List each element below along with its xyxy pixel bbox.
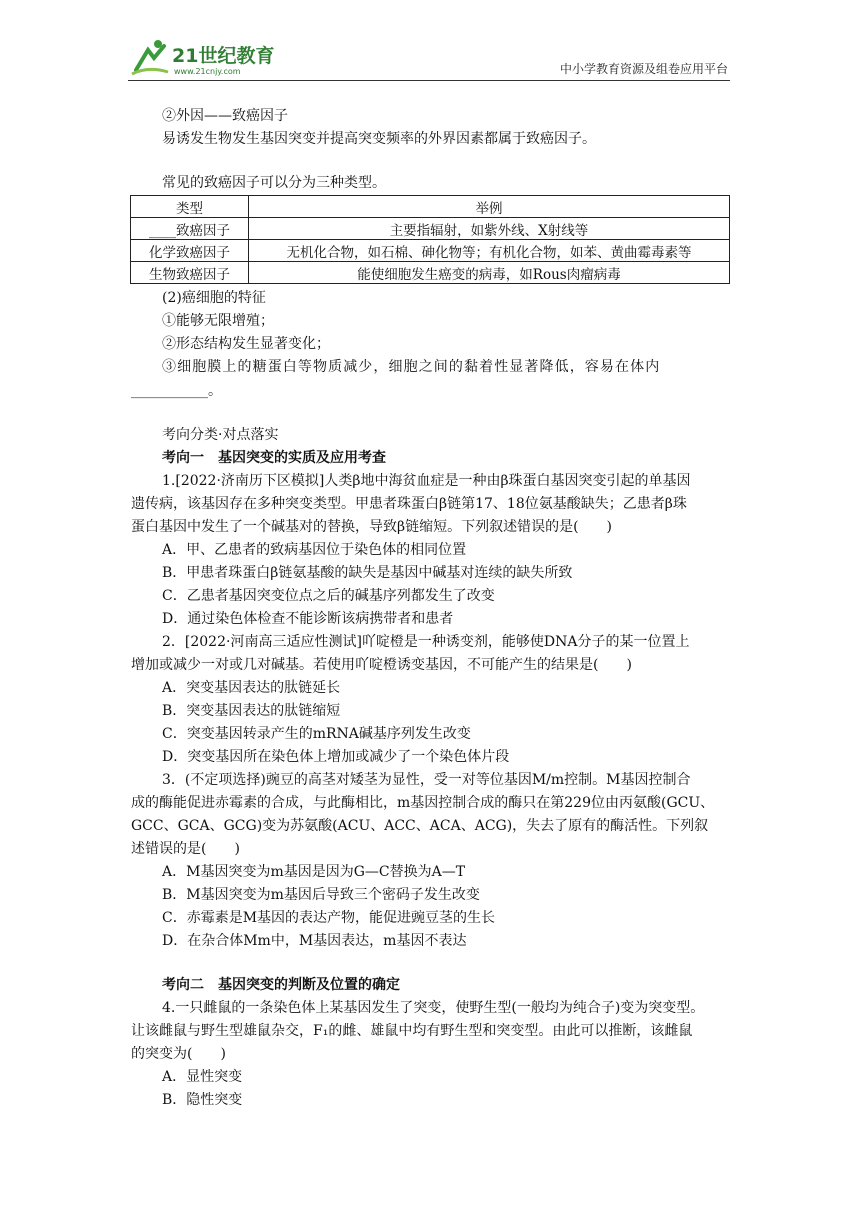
- table-cell: 生物致癌因子: [131, 262, 249, 284]
- option: D．突变基因所在染色体上增加或减少了一个染色体片段: [162, 749, 510, 765]
- question-line: 1.[2022·济南历下区模拟]人类β地中海贫血症是一种由β珠蛋白基因突变引起的单基因: [162, 473, 691, 489]
- option: A．甲、乙患者的致病基因位于染色体的相同位置: [162, 542, 467, 558]
- table-row: [131, 218, 730, 240]
- table-cell: 化学致癌因子: [131, 240, 249, 262]
- option: A．突变基因表达的肽链延长: [162, 680, 341, 696]
- feature-item: ②形态结构发生显著变化；: [162, 336, 330, 352]
- question-line: 让该雌鼠与野生型雄鼠杂交，F₁的雌、雄鼠中均有野生型和突变型。由此可以推断，该雌鼠: [131, 1023, 693, 1039]
- table-row: [131, 240, 730, 262]
- question-line: GCC、GCA、GCG)变为苏氨酸(ACU、ACC、ACA、ACG)，失去了原有的酶活性。下列叙: [131, 818, 709, 834]
- option: D．在杂合体Mm中，M基因表达，m基因不表达: [162, 933, 467, 949]
- direction-one-title: 考向一 基因突变的实质及应用考查: [162, 450, 386, 466]
- table-cell: ____致癌因子: [131, 218, 249, 240]
- option: C．赤霉素是M基因的表达产物，能促进豌豆茎的生长: [162, 910, 496, 926]
- option: B．M基因突变为m基因后导致三个密码子发生改变: [162, 887, 480, 903]
- option: D．通过染色体检查不能诊断该病携带者和患者: [162, 611, 454, 627]
- option: B．隐性突变: [162, 1092, 243, 1108]
- table-header: 举例: [249, 196, 730, 218]
- feature-item: ___________。: [131, 383, 222, 399]
- option: B．突变基因表达的肽链缩短: [162, 703, 341, 719]
- question-line: 3．(不定项选择)豌豆的高茎对矮茎为显性，受一对等位基因M/m控制。M基因控制合: [162, 772, 691, 788]
- feature-item: ③细胞膜上的糖蛋白等物质减少，细胞之间的黏着性显著降低，容易在体内: [162, 359, 661, 375]
- question-line: 蛋白基因中发生了一个碱基对的替换，导致β链缩短。下列叙述错误的是( ): [131, 519, 613, 535]
- question-line: 述错误的是( ): [131, 841, 240, 857]
- option: B．甲患者珠蛋白β链氨基酸的缺失是基因中碱基对连续的缺失所致: [162, 565, 573, 581]
- table-cell: 无机化合物，如石棉、砷化物等；有机化合物，如苯、黄曲霉毒素等: [249, 240, 730, 262]
- cause-desc: 易诱发生物发生基因突变并提高突变频率的外界因素都属于致癌因子。: [162, 131, 596, 147]
- table-row: [131, 262, 730, 284]
- carcinogen-table: [130, 195, 730, 284]
- question-line: 成的酶能促进赤霉素的合成，与此酶相比，m基因控制合成的酶只在第229位由丙氨酸(GCU、: [131, 795, 715, 811]
- page-header: [128, 34, 730, 81]
- table-cell: 能使细胞发生癌变的病毒，如Rous肉瘤病毒: [249, 262, 730, 284]
- table-cell: 主要指辐射，如紫外线、X射线等: [249, 218, 730, 240]
- option: C．突变基因转录产生的mRNA碱基序列发生改变: [162, 726, 471, 742]
- 21cnjy-logo: [128, 36, 298, 78]
- table-header: 类型: [131, 196, 249, 218]
- direction-two-title: 考向二 基因突变的判断及位置的确定: [162, 977, 400, 993]
- option: A．显性突变: [162, 1069, 243, 1085]
- question-line: 的突变为( ): [131, 1046, 226, 1062]
- table-header-row: [131, 196, 730, 218]
- question-line: 4.一只雌鼠的一条染色体上某基因发生了突变，使野生型(一般均为纯合子)变为突变型。: [162, 1000, 705, 1016]
- practice-heading: 考向分类·对点落实: [162, 427, 279, 443]
- features-title: (2)癌细胞的特征: [162, 290, 266, 306]
- question-line: 增加或减少一对或几对碱基。若使用吖啶橙诱变基因，不可能产生的结果是( ): [131, 657, 632, 673]
- table-intro: 常见的致癌因子可以分为三种类型。: [162, 175, 386, 191]
- option: A．M基因突变为m基因是因为G—C替换为A—T: [162, 864, 466, 880]
- logo-url: www.21cnjy.com: [174, 67, 241, 76]
- cause-title: ②外因——致癌因子: [162, 108, 288, 124]
- platform-name: 中小学教育资源及组卷应用平台: [559, 62, 728, 76]
- question-line: 2．[2022·河南高三适应性测试]吖啶橙是一种诱变剂，能够使DNA分子的某一位置上: [162, 634, 690, 650]
- question-line: 遗传病，该基因存在多种突变类型。甲患者珠蛋白β链第17、18位氨基酸缺失；乙患者β珠: [131, 496, 687, 512]
- feature-item: ①能够无限增殖；: [162, 313, 274, 329]
- option: C．乙患者基因突变位点之后的碱基序列都发生了改变: [162, 588, 495, 604]
- logo-text: 21世纪教育: [172, 45, 275, 67]
